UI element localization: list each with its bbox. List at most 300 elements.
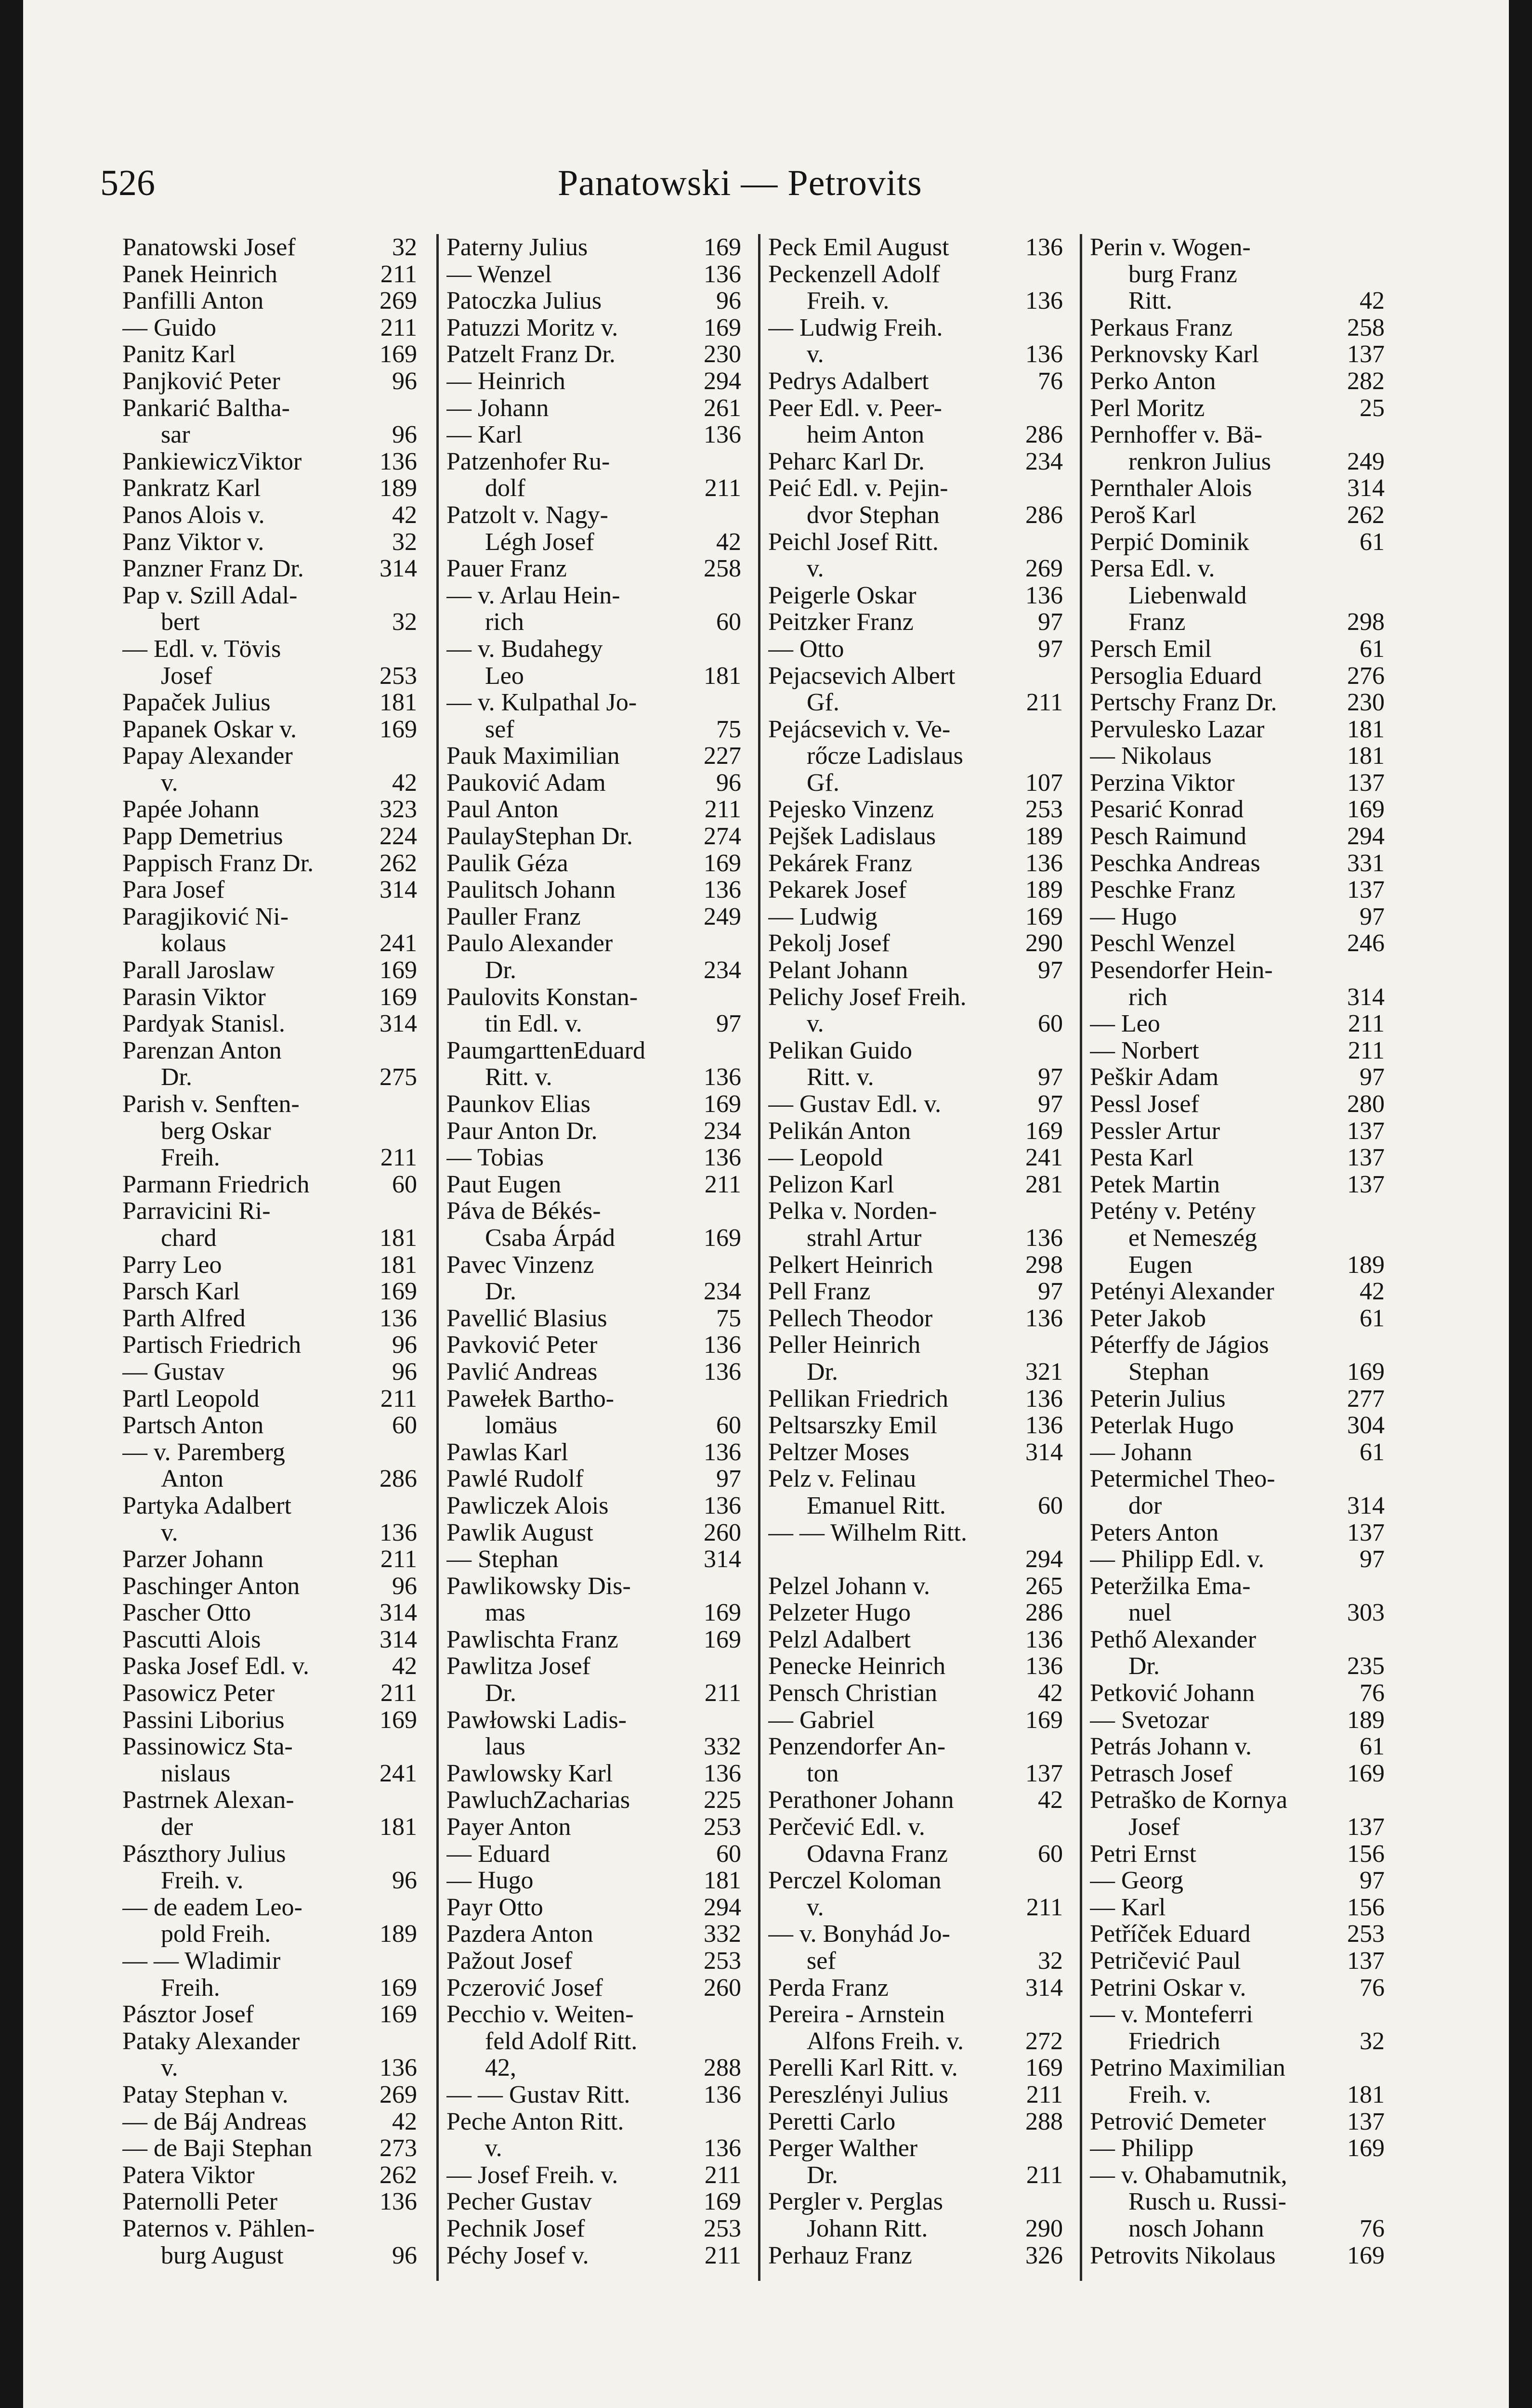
entry-name: laus: [485, 1733, 525, 1760]
entry-name: Paunkov Elias: [446, 1091, 590, 1118]
entry-page-number: 42: [392, 769, 417, 797]
index-entry: [1090, 1814, 1385, 1841]
entry-page-number: 277: [1347, 1385, 1385, 1413]
index-entry: [1090, 930, 1385, 957]
index-entry: [446, 957, 741, 984]
entry-name: dolf: [485, 475, 525, 502]
index-entry: [1090, 555, 1385, 582]
index-entry: [768, 716, 1063, 743]
entry-page-number: 156: [1347, 1840, 1385, 1868]
index-entry: [446, 663, 741, 690]
entry-page-number: 169: [704, 234, 741, 261]
entry-page-number: 211: [1026, 1894, 1063, 1921]
entry-name: kolaus: [161, 930, 226, 957]
index-entry: [446, 1252, 741, 1279]
entry-name: sef: [485, 716, 514, 743]
entry-page-number: 60: [716, 609, 741, 636]
entry-page-number: 314: [1347, 475, 1385, 502]
index-entry: [768, 1787, 1063, 1814]
index-entry: [122, 877, 417, 903]
index-entry: [122, 957, 417, 984]
entry-name: pold Freih.: [161, 1921, 271, 1948]
index-entry: [446, 1867, 741, 1894]
entry-name: Pauller Franz: [446, 903, 581, 930]
index-entry: [768, 689, 1063, 716]
entry-name: Pelzel Johann v.: [768, 1572, 930, 1600]
entry-page-number: 61: [1360, 1439, 1385, 1466]
index-entry: [1090, 636, 1385, 663]
entry-name: Dr.: [485, 957, 516, 984]
entry-name: Perzina Viktor: [1090, 769, 1235, 797]
index-entry: [1090, 2188, 1385, 2215]
entry-name: Parasin Viktor: [122, 983, 266, 1011]
entry-page-number: 241: [380, 1760, 417, 1787]
entry-page-number: 314: [380, 555, 417, 582]
entry-name: Persch Emil: [1090, 635, 1212, 663]
entry-name: dvor Stephan: [807, 501, 940, 529]
entry-page-number: 136: [704, 2135, 741, 2162]
entry-name: — v. Kulpathal Jo-: [446, 689, 637, 716]
index-entry: [1090, 1278, 1385, 1305]
entry-page-number: 241: [1025, 1144, 1063, 1171]
entry-name: burg Franz: [1128, 261, 1237, 288]
index-entry: [446, 1814, 741, 1841]
entry-page-number: 137: [1347, 1814, 1385, 1841]
index-entry: [122, 1037, 417, 1064]
entry-name: Paulitsch Johann: [446, 877, 615, 903]
entry-name: Freih. v.: [1128, 2081, 1211, 2108]
entry-name: Pataky Alexander: [122, 2028, 300, 2055]
entry-name: — Hugo: [446, 1867, 534, 1894]
entry-name: Pawlik August: [446, 1519, 593, 1546]
index-entry: [446, 1653, 741, 1680]
entry-name: PaumgarttenEduard: [446, 1037, 645, 1064]
index-entry: [768, 1975, 1063, 2002]
index-entry: [1090, 1010, 1385, 1037]
entry-name: Panz Viktor v.: [122, 528, 264, 556]
entry-name: rőcze Ladislaus: [807, 743, 963, 770]
index-entry: [446, 529, 741, 556]
index-entry: [1090, 1492, 1385, 1519]
index-entry: [1090, 2001, 1385, 2028]
index-entry: [446, 823, 741, 850]
entry-page-number: 298: [1025, 1251, 1063, 1279]
entry-name: PawluchZacharias: [446, 1787, 630, 1814]
entry-page-number: 136: [704, 1439, 741, 1466]
index-column-4: [1080, 234, 1390, 2281]
index-entry: [122, 1466, 417, 1492]
entry-name: Pekárek Franz: [768, 850, 912, 877]
entry-page-number: 326: [1025, 2242, 1063, 2269]
index-entry: [446, 1599, 741, 1626]
entry-name: — Leo: [1090, 1010, 1160, 1037]
entry-page-number: 211: [704, 1171, 741, 1198]
index-entry: [768, 1733, 1063, 1760]
index-entry: [446, 1064, 741, 1091]
index-entry: [1090, 1760, 1385, 1787]
index-entry: [768, 903, 1063, 930]
entry-page-number: 96: [392, 1332, 417, 1359]
entry-page-number: 136: [704, 1144, 741, 1171]
index-entry: [122, 2108, 417, 2135]
entry-name: Légh Josef: [485, 528, 594, 556]
index-entry: [446, 930, 741, 957]
index-entry: [768, 1118, 1063, 1145]
entry-page-number: 298: [1347, 609, 1385, 636]
index-entry: [122, 529, 417, 556]
entry-name: Josef: [161, 662, 212, 690]
index-entry: [446, 1680, 741, 1707]
index-entry: [768, 1707, 1063, 1734]
index-entry: [446, 1225, 741, 1252]
entry-name: — — Gustav Ritt.: [446, 2081, 630, 2108]
entry-name: Penzendorfer An-: [768, 1733, 946, 1760]
index-entry: [122, 448, 417, 475]
entry-page-number: 136: [1025, 1653, 1063, 1680]
index-column-2: [436, 234, 747, 2281]
entry-name: Pásztor Josef: [122, 2001, 254, 2028]
index-entry: [1090, 1787, 1385, 1814]
entry-page-number: 60: [1038, 1010, 1063, 1037]
entry-page-number: 332: [704, 1733, 741, 1760]
entry-name: Patera Viktor: [122, 2161, 255, 2189]
index-entry: [446, 2162, 741, 2189]
index-entry: [768, 1171, 1063, 1198]
entry-page-number: 136: [1025, 288, 1063, 314]
entry-page-number: 61: [1360, 635, 1385, 663]
entry-name: Perger Walther: [768, 2135, 918, 2162]
index-entry: [1090, 877, 1385, 903]
entry-page-number: 211: [380, 1680, 417, 1707]
index-entry: [122, 1386, 417, 1413]
index-entry: [1090, 1680, 1385, 1707]
entry-name: — de Báj Andreas: [122, 2108, 307, 2135]
entry-page-number: 189: [380, 1921, 417, 1948]
entry-name: Franz: [1128, 609, 1186, 636]
index-entry: [122, 1975, 417, 2002]
entry-name: Peretti Carlo: [768, 2108, 896, 2135]
entry-name: v.: [807, 1010, 824, 1037]
index-entry: [1090, 2162, 1385, 2189]
index-entry: [446, 1037, 741, 1064]
index-entry: [768, 663, 1063, 690]
entry-name: Petrovits Nikolaus: [1090, 2242, 1276, 2269]
entry-page-number: 234: [1025, 448, 1063, 475]
index-entry: [768, 1841, 1063, 1868]
index-entry: [768, 2108, 1063, 2135]
entry-name: Pelzeter Hugo: [768, 1599, 911, 1626]
entry-page-number: 314: [380, 877, 417, 903]
entry-page-number: 224: [380, 823, 417, 850]
entry-page-number: 169: [704, 850, 741, 877]
index-entry: [768, 770, 1063, 797]
index-entry: [446, 1144, 741, 1171]
index-entry: [1090, 689, 1385, 716]
entry-name: Paterny Julius: [446, 234, 588, 261]
index-entry: [768, 984, 1063, 1011]
entry-name: Peterin Julius: [1090, 1385, 1226, 1413]
index-entry: [1090, 1037, 1385, 1064]
index-entry: [122, 1867, 417, 1894]
entry-page-number: 211: [704, 1680, 741, 1707]
entry-name: v.: [807, 555, 824, 582]
entry-page-number: 294: [1347, 823, 1385, 850]
entry-name: lomäus: [485, 1412, 558, 1439]
entry-name: — Hugo: [1090, 903, 1177, 930]
entry-page-number: 107: [1025, 769, 1063, 797]
entry-page-number: 169: [704, 1626, 741, 1653]
index-entry: [446, 1010, 741, 1037]
index-entry: [768, 555, 1063, 582]
entry-name: et Nemeszég: [1128, 1224, 1257, 1252]
index-entry: [768, 1010, 1063, 1037]
entry-name: Pelkert Heinrich: [768, 1251, 933, 1279]
entry-page-number: 294: [1025, 1546, 1063, 1573]
entry-page-number: 136: [704, 2081, 741, 2108]
entry-name: Paulo Alexander: [446, 930, 613, 957]
entry-name: — Nikolaus: [1090, 743, 1212, 770]
entry-name: Petek Martin: [1090, 1171, 1220, 1198]
entry-name: Petény v. Petény: [1090, 1198, 1256, 1225]
entry-page-number: 288: [1025, 2108, 1063, 2135]
entry-page-number: 169: [380, 2001, 417, 2028]
entry-name: Pardyak Stanisl.: [122, 1010, 285, 1037]
entry-name: — v. Monteferri: [1090, 2001, 1253, 2028]
entry-name: Ritt.: [1128, 288, 1173, 314]
entry-page-number: 42: [716, 528, 741, 556]
entry-name: PaulayStephan Dr.: [446, 823, 633, 850]
index-entry: [122, 716, 417, 743]
entry-page-number: 262: [380, 2161, 417, 2189]
entry-page-number: 294: [704, 1894, 741, 1921]
entry-page-number: 136: [704, 1064, 741, 1091]
index-entry: [768, 930, 1063, 957]
entry-page-number: 211: [1026, 689, 1063, 716]
index-entry: [122, 1171, 417, 1198]
index-entry: [122, 1225, 417, 1252]
entry-page-number: 42: [1038, 1680, 1063, 1707]
index-entry: [446, 1841, 741, 1868]
entry-name: Peschke Franz: [1090, 877, 1235, 903]
entry-page-number: 265: [1025, 1572, 1063, 1600]
entry-page-number: 61: [1360, 1305, 1385, 1332]
entry-name: PankiewiczViktor: [122, 448, 302, 475]
entry-name: Petényi Alexander: [1090, 1278, 1274, 1305]
entry-page-number: 76: [1360, 2215, 1385, 2242]
entry-page-number: 136: [704, 1358, 741, 1386]
entry-name: Perczel Koloman: [768, 1867, 942, 1894]
index-entry: [768, 1626, 1063, 1653]
index-entry: [1090, 1733, 1385, 1760]
index-entry: [768, 368, 1063, 395]
index-entry: [1090, 529, 1385, 556]
index-entry: [1090, 1439, 1385, 1466]
entry-name: — Karl: [446, 421, 523, 448]
entry-name: Pczerović Josef: [446, 1974, 603, 2002]
entry-page-number: 75: [716, 1305, 741, 1332]
entry-name: Petermichel Theo-: [1090, 1466, 1275, 1492]
index-entry: [122, 1492, 417, 1519]
entry-page-number: 76: [1038, 367, 1063, 395]
entry-name: Pawlowsky Karl: [446, 1760, 613, 1787]
entry-name: Pawliczek Alois: [446, 1492, 609, 1519]
index-entry: [768, 957, 1063, 984]
entry-name: Peroš Karl: [1090, 501, 1196, 529]
entry-name: Paternos v. Pählen-: [122, 2215, 315, 2242]
index-entry: [122, 1680, 417, 1707]
entry-page-number: 275: [380, 1064, 417, 1091]
entry-name: Perknovsky Karl: [1090, 341, 1259, 368]
index-entry: [1090, 1252, 1385, 1279]
entry-name: v.: [485, 2135, 502, 2162]
index-entry: [446, 2081, 741, 2108]
index-entry: [1090, 1519, 1385, 1546]
index-entry: [446, 796, 741, 823]
entry-page-number: 280: [1347, 1091, 1385, 1118]
entry-name: Peer Edl. v. Peer-: [768, 394, 942, 422]
index-entry: [768, 1091, 1063, 1118]
index-entry: [122, 475, 417, 502]
entry-name: — Gabriel: [768, 1706, 875, 1734]
index-entry: [122, 1198, 417, 1225]
index-entry: [122, 930, 417, 957]
entry-name: nuel: [1128, 1599, 1172, 1626]
index-entry: [1090, 1626, 1385, 1653]
entry-name: Perelli Karl Ritt. v.: [768, 2055, 958, 2081]
entry-name: Paur Anton Dr.: [446, 1117, 598, 1145]
entry-name: Pecher Gustav: [446, 2188, 592, 2215]
index-entry: [768, 1546, 1063, 1573]
entry-name: — Guido: [122, 314, 216, 341]
entry-name: v.: [161, 1519, 178, 1546]
entry-name: dor: [1128, 1492, 1162, 1519]
entry-page-number: 96: [392, 1358, 417, 1386]
entry-page-number: 97: [1360, 1867, 1385, 1894]
index-entry: [122, 555, 417, 582]
entry-page-number: 253: [380, 662, 417, 690]
entry-page-number: 181: [380, 689, 417, 716]
index-entry: [768, 2162, 1063, 2189]
entry-page-number: 169: [1025, 1706, 1063, 1734]
entry-page-number: 169: [704, 1599, 741, 1626]
index-entry: [768, 1332, 1063, 1359]
index-entry: [1090, 850, 1385, 877]
entry-page-number: 269: [1025, 555, 1063, 582]
entry-page-number: 32: [1360, 2028, 1385, 2055]
index-entry: [768, 2242, 1063, 2269]
entry-page-number: 136: [704, 261, 741, 288]
entry-name: Pelz v. Felinau: [768, 1466, 917, 1492]
index-entry: [768, 1466, 1063, 1492]
entry-name: — Johann: [446, 394, 549, 422]
index-entry: [446, 1573, 741, 1600]
index-entry: [122, 1921, 417, 1948]
entry-name: Anton: [161, 1466, 223, 1492]
entry-name: Parmann Friedrich: [122, 1171, 310, 1198]
entry-name: Eugen: [1128, 1251, 1192, 1279]
index-entry: [122, 1787, 417, 1814]
index-entry: [1090, 2108, 1385, 2135]
index-entry: [446, 1171, 741, 1198]
index-entry: [446, 2055, 741, 2081]
index-entry: [122, 2028, 417, 2055]
index-entry: [446, 1198, 741, 1225]
entry-page-number: 314: [1025, 1439, 1063, 1466]
entry-name: Petrás Johann v.: [1090, 1733, 1252, 1760]
entry-page-number: 314: [1347, 983, 1385, 1011]
entry-name: Papay Alexander: [122, 743, 293, 770]
index-entry: [1090, 823, 1385, 850]
entry-name: Pernhoffer v. Bä-: [1090, 421, 1263, 448]
index-entry: [446, 1332, 741, 1359]
index-entry: [768, 796, 1063, 823]
entry-name: Peschka Andreas: [1090, 850, 1260, 877]
entry-name: — Josef Freih. v.: [446, 2161, 618, 2189]
index-entry: [122, 288, 417, 314]
index-entry: [446, 1386, 741, 1413]
entry-page-number: 234: [704, 1117, 741, 1145]
entry-name: Pasowicz Peter: [122, 1680, 275, 1707]
index-entry: [446, 1091, 741, 1118]
entry-name: Pernthaler Alois: [1090, 475, 1252, 502]
index-entry: [446, 1707, 741, 1734]
entry-page-number: 260: [704, 1974, 741, 2002]
index-entry: [768, 1814, 1063, 1841]
index-entry: [122, 1278, 417, 1305]
entry-page-number: 97: [1038, 957, 1063, 984]
entry-page-number: 189: [1025, 877, 1063, 903]
index-entry: [446, 1439, 741, 1466]
entry-name: Pascher Otto: [122, 1599, 251, 1626]
entry-page-number: 169: [704, 2188, 741, 2215]
entry-page-number: 32: [392, 528, 417, 556]
entry-page-number: 273: [380, 2135, 417, 2162]
entry-name: Pelichy Josef Freih.: [768, 983, 967, 1011]
entry-name: Freih. v.: [161, 1867, 244, 1894]
index-entry: [122, 984, 417, 1011]
entry-name: Odavna Franz: [807, 1840, 948, 1868]
index-entry: [768, 2028, 1063, 2055]
index-entry: [768, 877, 1063, 903]
entry-name: Pejácsevich v. Ve-: [768, 716, 951, 743]
entry-page-number: 169: [380, 957, 417, 984]
index-entry: [768, 743, 1063, 770]
entry-page-number: 136: [380, 1519, 417, 1546]
index-entry: [768, 1198, 1063, 1225]
index-entry: [768, 636, 1063, 663]
index-entry: [446, 1787, 741, 1814]
entry-page-number: 314: [704, 1546, 741, 1573]
entry-name: Dr.: [161, 1064, 192, 1091]
index-entry: [446, 395, 741, 422]
entry-name: Péterffy de Jágios: [1090, 1332, 1269, 1359]
entry-name: Perin v. Wogen-: [1090, 234, 1251, 261]
entry-name: Paska Josef Edl. v.: [122, 1653, 310, 1680]
index-entry: [1090, 288, 1385, 314]
entry-name: Pelikán Anton: [768, 1117, 911, 1145]
index-entry: [768, 288, 1063, 314]
entry-page-number: 136: [704, 1332, 741, 1359]
entry-page-number: 290: [1025, 930, 1063, 957]
entry-page-number: 274: [704, 823, 741, 850]
index-entry: [122, 2188, 417, 2215]
entry-page-number: 169: [1347, 1760, 1385, 1787]
index-entry: [1090, 1144, 1385, 1171]
entry-page-number: 253: [1347, 1921, 1385, 1948]
entry-page-number: 332: [704, 1921, 741, 1948]
index-entry: [122, 2215, 417, 2242]
index-entry: [122, 2081, 417, 2108]
